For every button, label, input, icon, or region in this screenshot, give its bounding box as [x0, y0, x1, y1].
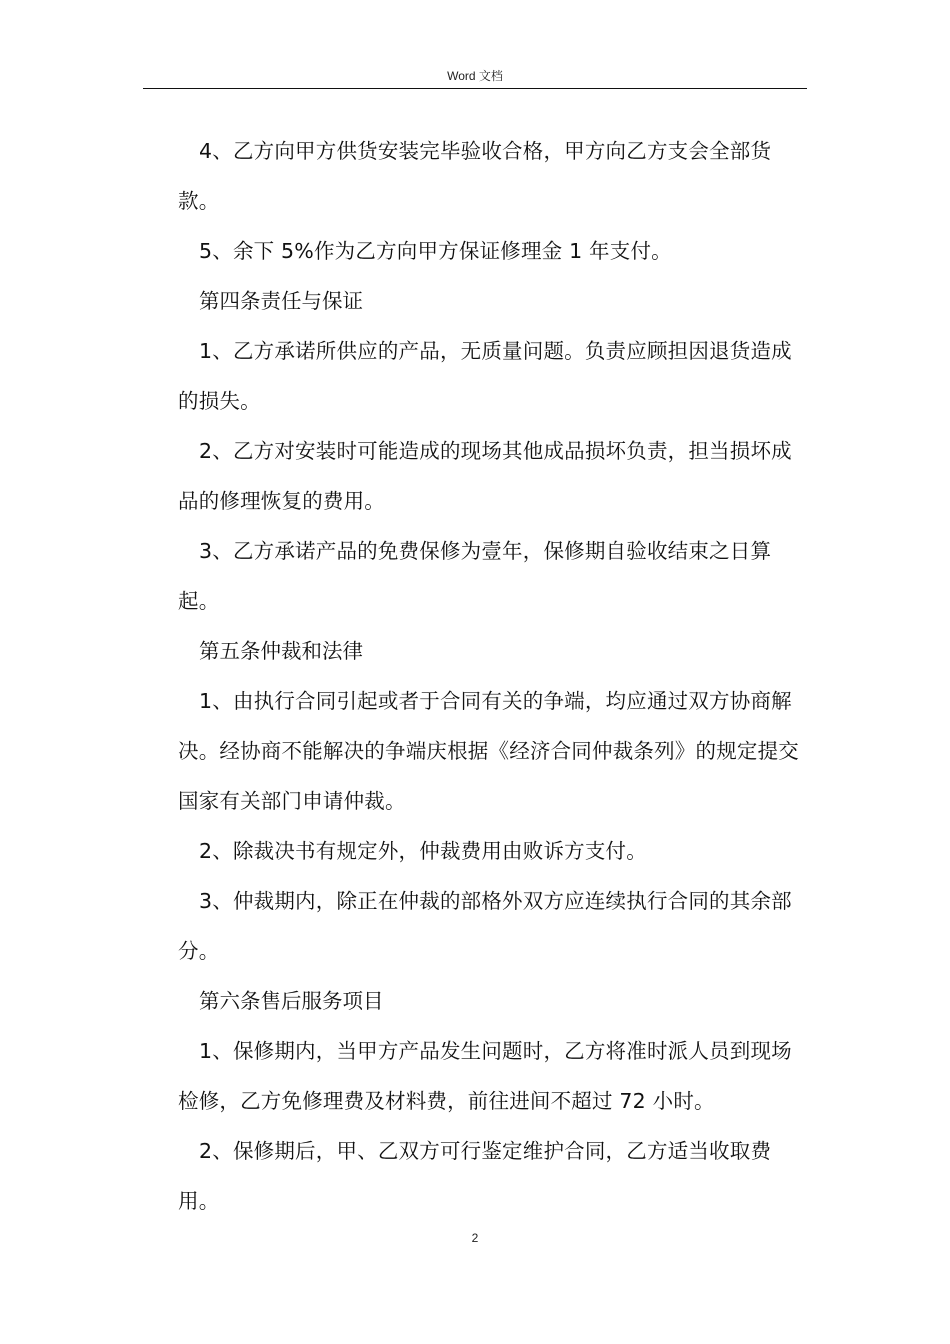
clause-paragraph: 1、乙方承诺所供应的产品，无质量问题。负责应顾担因退货造成的损失。 — [178, 339, 792, 413]
document-body — [178, 126, 808, 1226]
page-number: 2 — [471, 1231, 479, 1245]
article-heading: 第四条责任与保证 — [199, 289, 363, 313]
clause-paragraph: 1、由执行合同引起或者于合同有关的争端，均应通过双方协商解决。经协商不能解决的争端庆根据《经济合同仲裁条列》的规定提交国家有关部门申请仲裁。 — [178, 689, 799, 813]
clause-paragraph: 2、除裁决书有规定外，仲裁费用由败诉方支付。 — [199, 839, 647, 863]
clause-paragraph: 3、仲裁期内，除正在仲裁的部格外双方应连续执行合同的其余部分。 — [178, 889, 792, 963]
page-header-title: Word 文档 — [447, 69, 503, 83]
clause-paragraph: 1、保修期内，当甲方产品发生问题时，乙方将准时派人员到现场检修，乙方免修理费及材料费，前往进间不超过 72 小时。 — [178, 1039, 792, 1113]
header-divider — [143, 88, 807, 89]
clause-paragraph: 2、乙方对安装时可能造成的现场其他成品损坏负责，担当损坏成品的修理恢复的费用。 — [178, 439, 792, 513]
article-heading: 第五条仲裁和法律 — [199, 639, 363, 663]
clause-paragraph: 4、乙方向甲方供货安装完毕验收合格，甲方向乙方支会全部货款。 — [178, 139, 772, 213]
clause-paragraph: 3、乙方承诺产品的免费保修为壹年，保修期自验收结束之日算起。 — [178, 539, 772, 613]
article-heading: 第六条售后服务项目 — [199, 989, 384, 1013]
clause-paragraph: 5、余下 5%作为乙方向甲方保证修理金 1 年支付。 — [199, 239, 672, 263]
clause-paragraph: 2、保修期后，甲、乙双方可行鉴定维护合同，乙方适当收取费用。 — [178, 1139, 772, 1213]
